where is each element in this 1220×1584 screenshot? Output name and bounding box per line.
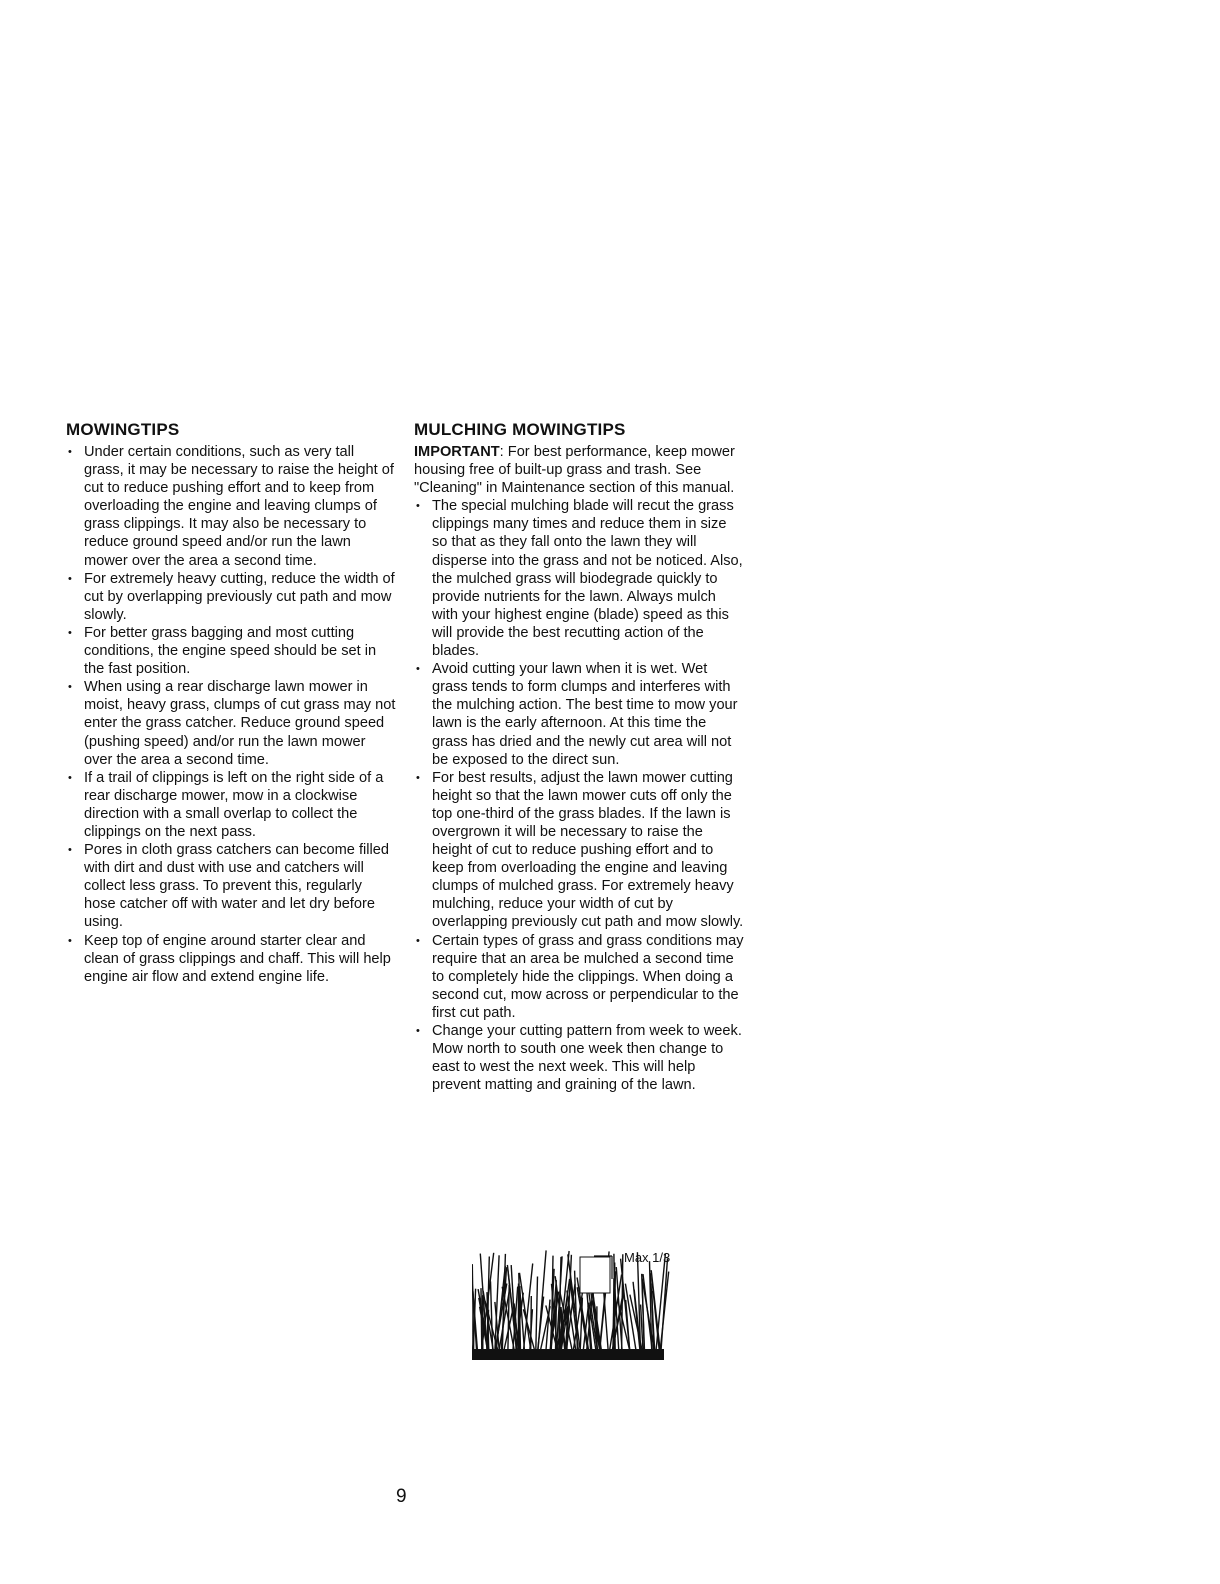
list-item: • Certain types of grass and grass conditions may require that an area be mulched a second time to completely hide the clippings. When doing a second cut, mow across or perpendicular to the first cut path.: [414, 932, 744, 1022]
list-item: • If a trail of clippings is left on the right side of a rear discharge mower, mow in a clockwise direction with a small overlap to collect the clippings on the next pass.: [66, 769, 396, 841]
mowing-tips-heading: MOWINGTIPS: [66, 420, 180, 439]
important-label: IMPORTANT: [414, 444, 500, 460]
list-item: • For better grass bagging and most cutting conditions, the engine speed should be set in the fast position.: [66, 624, 396, 678]
mowing-tips-list: [66, 443, 396, 986]
important-text: : For best performance, keep mower housing free of built-up grass and trash. See "Cleaning" in Maintenance section of this manual.: [414, 444, 735, 497]
mowing-tips-section: [66, 420, 396, 986]
list-item: • For extremely heavy cutting, reduce the width of cut by overlapping previously cut path and mow slowly.: [66, 570, 396, 624]
page-number: 9: [396, 1486, 407, 1507]
list-item: • Pores in cloth grass catchers can become filled with dirt and dust with use and catchers will collect less grass. To prevent this, regularly hose catcher off with water and let dry before using.: [66, 841, 396, 931]
list-item: • Keep top of engine around starter clear and clean of grass clippings and chaff. This will help engine air flow and extend engine life.: [66, 932, 396, 986]
mulching-tips-section: [414, 420, 744, 1094]
important-note: [414, 443, 744, 497]
list-item: • Avoid cutting your lawn when it is wet. Wet grass tends to form clumps and interferes with the mulching action. The best time to mow your lawn is the early afternoon. At this time the grass has dried and the newly cut area will not be exposed to the direct sun.: [414, 660, 744, 769]
max-one-third-label: Max 1/3: [624, 1250, 671, 1265]
list-item: • Under certain conditions, such as very tall grass, it may be necessary to raise the height of cut to reduce pushing effort and to keep from overloading the engine and leaving clumps of grass clippings. It may also be necessary to reduce ground speed and/or run the lawn mower over the area a second time.: [66, 443, 396, 570]
list-item: • Change your cutting pattern from week to week. Mow north to south one week then change to east to west the next week. This will help prevent matting and graining of the lawn.: [414, 1022, 744, 1094]
list-item: • The special mulching blade will recut the grass clippings many times and reduce them in size so that as they fall onto the lawn they will disperse into the grass and not be noticed. Also, the mulched grass will biodegrade quickly to provide nutrients for the lawn. Always mulch with your highest engine (blade) speed as this will provide the best recutting action of the blades.: [414, 497, 744, 660]
mulching-tips-heading: MULCHING MOWINGTIPS: [414, 420, 626, 439]
grass-height-illustration-icon: [472, 1247, 712, 1362]
list-item: • For best results, adjust the lawn mower cutting height so that the lawn mower cuts off only the top one-third of the grass blades. If the lawn is overgrown it will be necessary to raise the height of cut to reduce pushing effort and to keep from overloading the engine and leaving clumps of mulched grass. For extremely heavy mulching, reduce your width of cut by overlapping previously cut path and mow slowly.: [414, 769, 744, 932]
mulching-tips-list: [414, 497, 744, 1094]
list-item: • When using a rear discharge lawn mower in moist, heavy grass, clumps of cut grass may not enter the grass catcher. Reduce ground speed (pushing speed) and/or run the lawn mower over the area a second time.: [66, 678, 396, 768]
